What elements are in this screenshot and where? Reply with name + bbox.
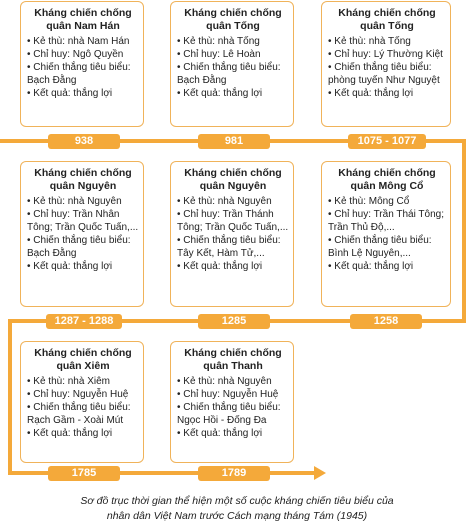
year-badge: 981 [198, 134, 270, 149]
card-title: Kháng chiến chống quân Tống [338, 7, 436, 32]
caption-line-2: nhân dân Việt Nam trước Cách mạng tháng Tám (1945) [106, 510, 368, 522]
card-victory: • Chiến thắng tiêu biểu: [328, 62, 432, 73]
card-result: • Kết quả: thắng lợi [177, 261, 263, 272]
card-victory: • Chiến thắng tiêu biểu: [27, 235, 131, 246]
year-badge: 1075 - 1077 [348, 134, 426, 149]
card-commander: • Chỉ huy: Trần Nhân [27, 209, 120, 220]
card-enemy: • Kẻ thù: nhà Nguyên [177, 196, 272, 207]
card-result: • Kết quả: thắng lợi [27, 261, 113, 272]
event-card [20, 341, 144, 463]
card-title: Kháng chiến chống quân Nguyên [34, 167, 132, 192]
card-enemy: • Kẻ thù: nhà Tống [177, 36, 260, 47]
card-title: Kháng chiến chống quân Nguyên [184, 167, 282, 192]
card-victory: • Chiến thắng tiêu biểu: [328, 235, 432, 246]
card-result: • Kết quả: thắng lợi [328, 88, 414, 99]
card-commander: • Chỉ huy: Lý Thường Kiệt [328, 49, 443, 60]
card-title: Kháng chiến chống quân Tống [184, 7, 282, 32]
year-badge: 1285 [198, 314, 270, 329]
card-commander: • Chỉ huy: Nguyễn Huệ [27, 389, 129, 400]
card-commander: • Chỉ huy: Trần Thánh [177, 209, 274, 220]
card-enemy: • Kẻ thù: nhà Tống [328, 36, 411, 47]
card-victory-place: Bình Lệ Nguyên,... [328, 248, 411, 259]
card-victory-place: Bạch Đằng [27, 75, 77, 86]
year-badge: 1785 [48, 466, 120, 481]
card-title: Kháng chiến chống quân Nam Hán [34, 7, 132, 32]
card-enemy: • Kẻ thù: nhà Nam Hán [27, 36, 130, 47]
figure-caption [0, 494, 474, 524]
card-victory-place: Rạch Gầm - Xoài Mút [27, 415, 124, 426]
event-card [321, 161, 451, 307]
card-victory: • Chiến thắng tiêu biểu: [177, 235, 281, 246]
card-enemy: • Kẻ thù: nhà Nguyên [177, 376, 272, 387]
timeline-left-connector [8, 319, 12, 475]
card-result: • Kết quả: thắng lợi [27, 88, 113, 99]
event-card [20, 161, 144, 307]
card-commander: • Chỉ huy: Ngô Quyền [27, 49, 124, 60]
card-victory-place: Bạch Đằng [27, 248, 77, 259]
card-victory-place: Ngọc Hồi - Đống Đa [177, 415, 267, 426]
card-victory-place: Tây Kết, Hàm Tử,... [177, 248, 265, 259]
card-result: • Kết quả: thắng lợi [27, 428, 113, 439]
event-card [20, 1, 144, 127]
card-victory-place: phòng tuyến Như Nguyệt [328, 75, 440, 86]
year-badge: 938 [48, 134, 120, 149]
card-enemy: • Kẻ thù: nhà Xiêm [27, 376, 110, 387]
event-card [170, 1, 294, 127]
timeline-right-connector [462, 139, 466, 323]
card-result: • Kết quả: thắng lợi [328, 261, 414, 272]
card-enemy: • Kẻ thù: Mông Cổ [328, 196, 410, 207]
card-victory: • Chiến thắng tiêu biểu: [177, 62, 281, 73]
card-victory: • Chiến thắng tiêu biểu: [27, 62, 131, 73]
year-badge: 1258 [350, 314, 422, 329]
year-badge: 1287 - 1288 [46, 314, 122, 329]
timeline-arrow-icon [314, 466, 326, 480]
card-title: Kháng chiến chống quân Mông Cổ [338, 167, 436, 192]
card-victory: • Chiến thắng tiêu biểu: [27, 402, 131, 413]
card-result: • Kết quả: thắng lợi [177, 88, 263, 99]
card-enemy: • Kẻ thù: nhà Nguyên [27, 196, 122, 207]
event-card [170, 161, 294, 307]
year-badge: 1789 [198, 466, 270, 481]
event-card [321, 1, 451, 127]
event-card [170, 341, 294, 463]
card-commander-cont: Tông; Trần Quốc Tuấn,... [177, 222, 289, 233]
card-victory: • Chiến thắng tiêu biểu: [177, 402, 281, 413]
caption-line-1: Sơ đồ trục thời gian thể hiện một số cuộc kháng chiến tiêu biểu của [80, 495, 394, 507]
card-commander: • Chỉ huy: Lê Hoàn [177, 49, 261, 60]
card-result: • Kết quả: thắng lợi [177, 428, 263, 439]
card-title: Kháng chiến chống quân Thanh [184, 347, 282, 372]
card-commander: • Chỉ huy: Nguyễn Huệ [177, 389, 279, 400]
card-victory-place: Bạch Đằng [177, 75, 227, 86]
card-commander-cont: Trần Thủ Độ,... [328, 222, 395, 233]
card-commander: • Chỉ huy: Trần Thái Tông; [328, 209, 444, 220]
card-commander-cont: Tông; Trần Quốc Tuấn,... [27, 222, 139, 233]
card-title: Kháng chiến chống quân Xiêm [34, 347, 132, 372]
